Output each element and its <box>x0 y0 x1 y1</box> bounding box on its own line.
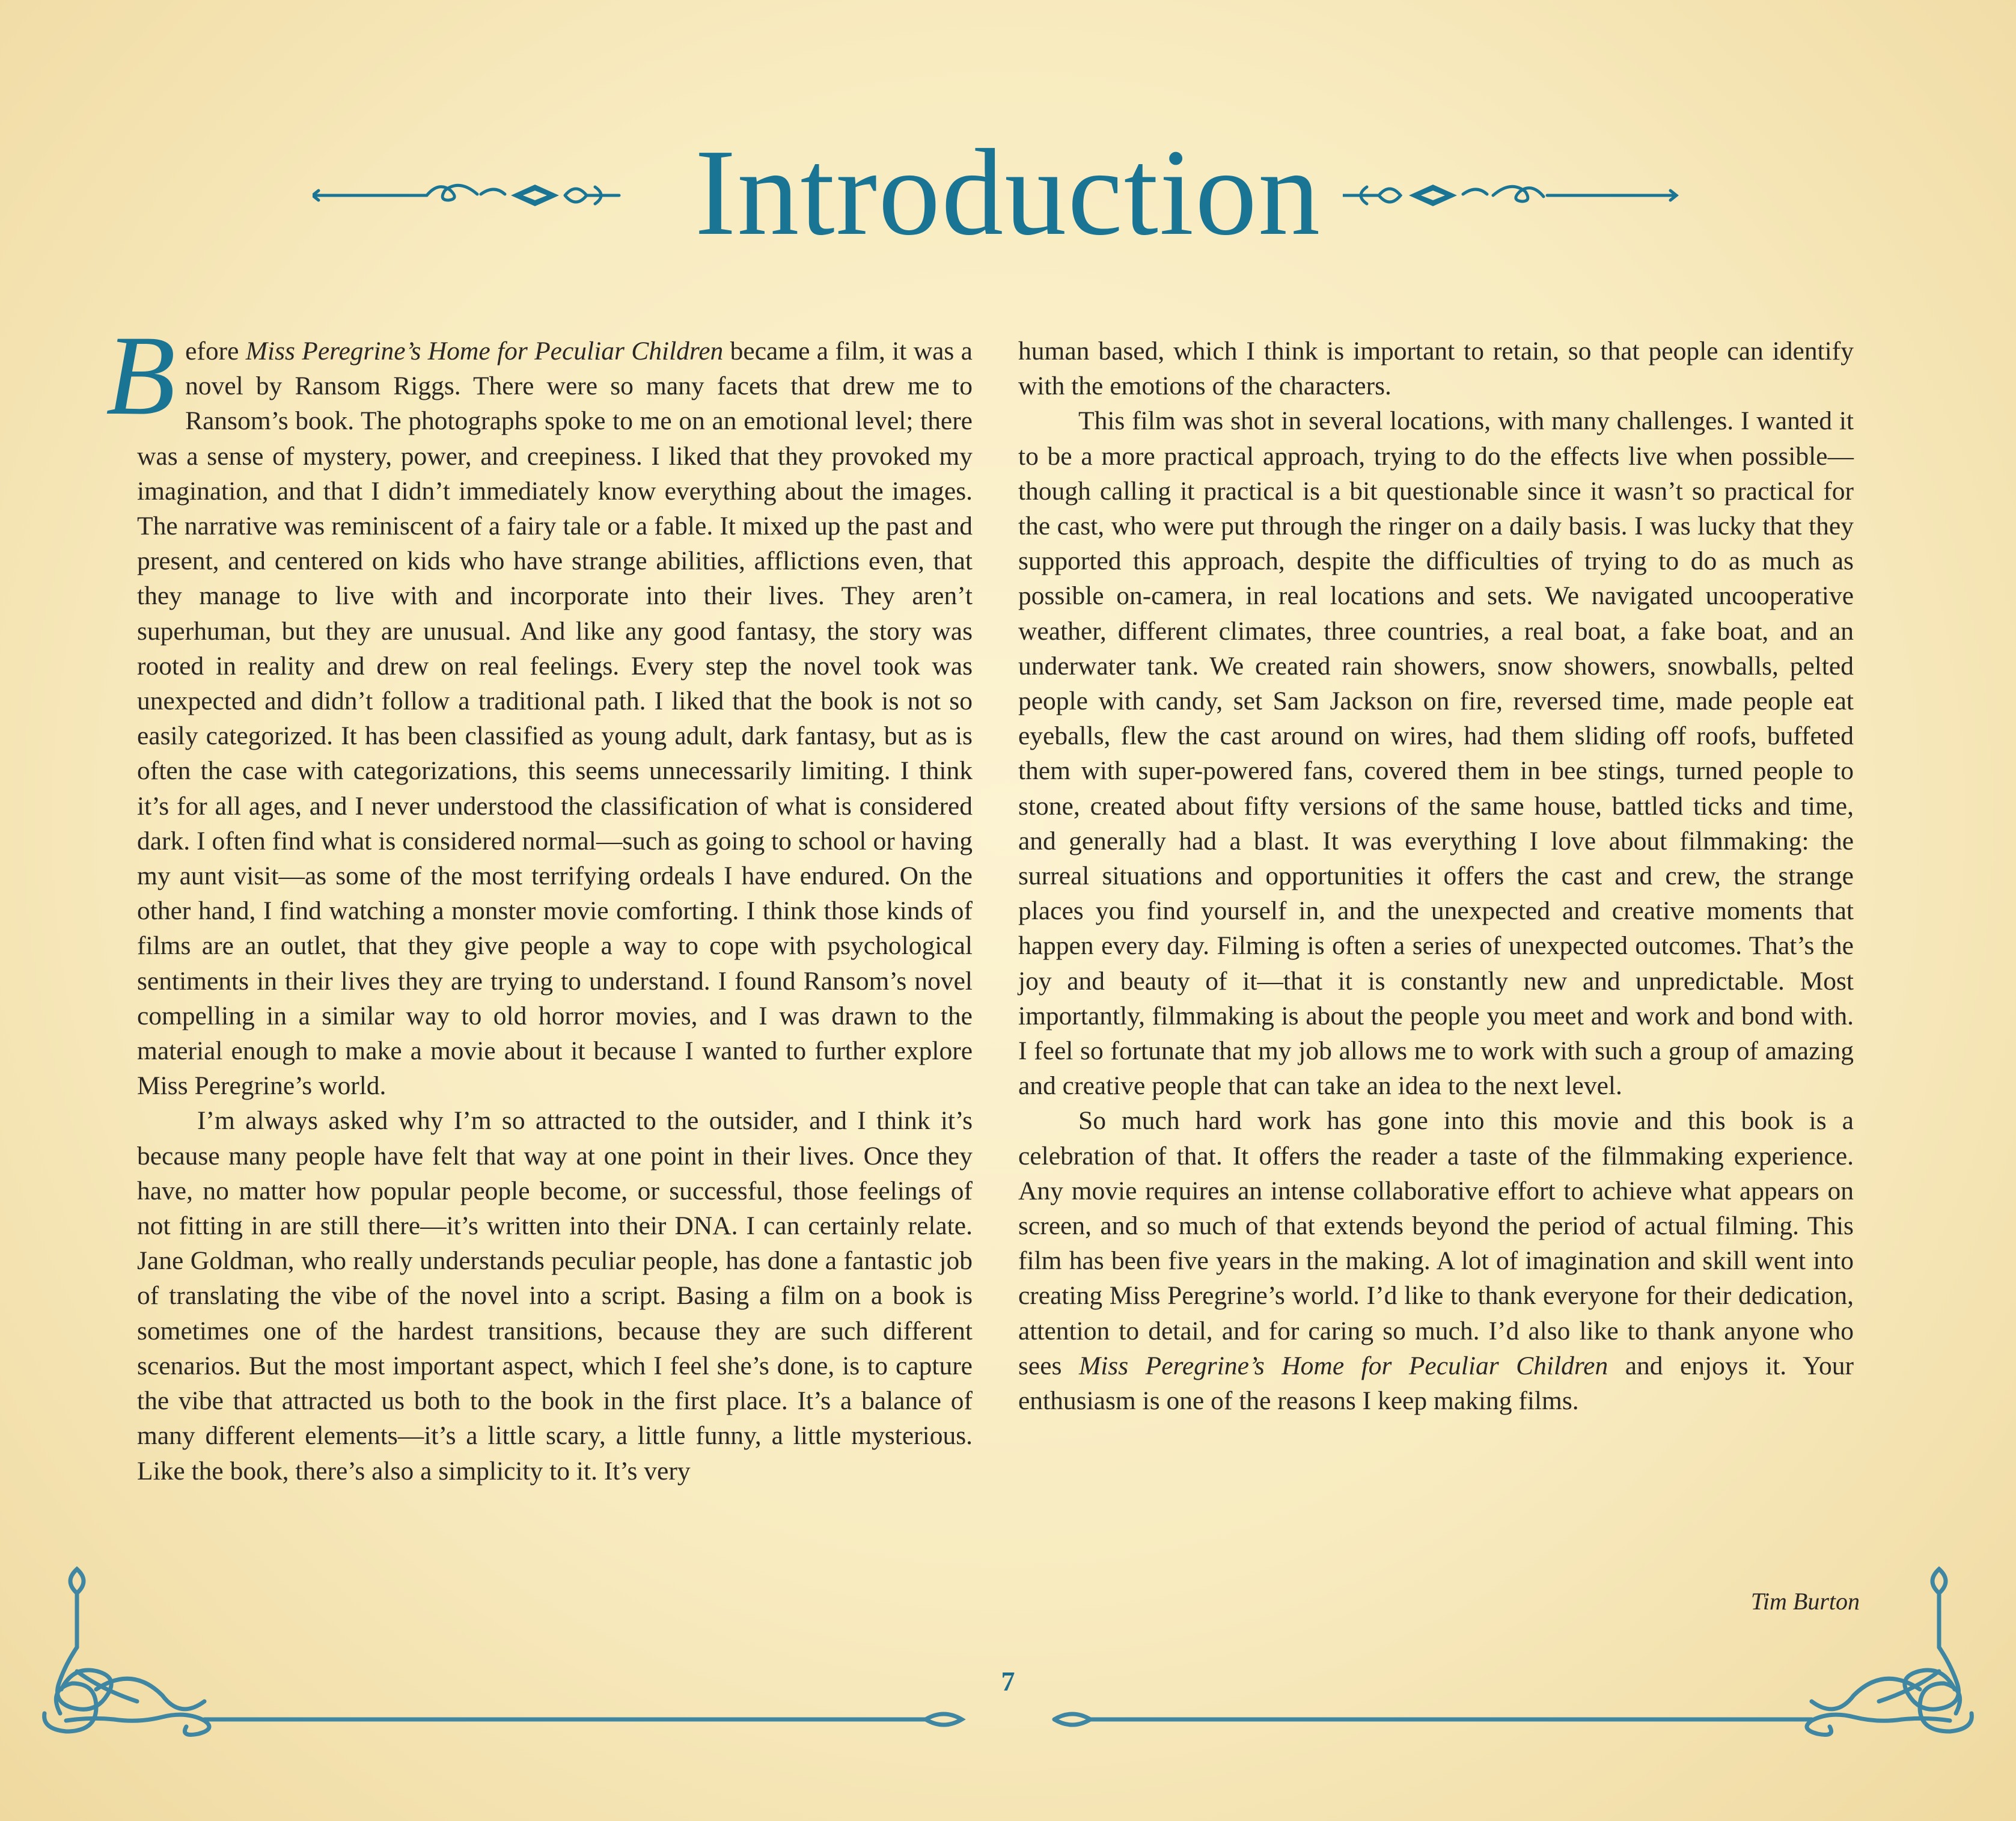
author-signature: Tim Burton <box>1750 1588 1860 1615</box>
page-title: Introduction <box>694 123 1322 261</box>
paragraph-text: and enjoys it. Your enthusiasm is one of the reasons I keep making films. <box>1018 1351 1854 1416</box>
paragraph-text: became a film, it was a novel by Ransom Riggs. There were so many facets that drew me to Ransom’s book. The photographs spoke to me on an emotional level; there was a sense of mystery, power, and creepiness. I liked that they provoked my imagination, and that I didn’t immediately know everything about the images. The narrative was reminiscent of a fairy tale or a fable. It mixed up the past and present, and centered on kids who have strange abilities, afflictions even, that they manage to live with and incorporate into their lives. They aren’t superhuman, but they are unusual. And like any good fantasy, the story was rooted in reality and drew on real feelings. Every step the novel took was unexpected and didn’t follow a traditional path. I liked that the book is not so easily categorized. It has been classified as young adult, dark fantasy, but as is often the case with categorizations, this seems unnecessarily limiting. I think it’s for all ages, and I never understood the classification of what is considered dark. I often find what is considered normal—such as going to school or having my aunt visit—as some of the most terrifying ordeals I have endured. On the other hand, I find watching a monster movie comforting. I think those kinds of films are an outlet, that they give people a way to cope with psychological sentiments in their lives they are trying to understand. I found Ransom’s novel compelling in a similar way to old horror movies, and I was drawn to the material enough to make a movie about it because I wanted to further explore Miss Peregrine’s world. <box>137 337 973 1101</box>
page-number: 7 <box>1001 1666 1015 1697</box>
dropcap: B <box>106 313 176 439</box>
right-paragraph-continued: human based, which I think is important to retain, so that people can identify with the emotions of the characters. <box>1018 337 1854 401</box>
book-title: Miss Peregrine’s Home for Peculiar Children <box>245 337 724 366</box>
paragraph-text: So much hard work has gone into this movie and this book is a celebration of that. It offers the reader a taste of the filmmaking experience. Any movie requires an intense collaborative effort to achieve what appears on screen, and so much of that extends beyond the period of actual filming. This film has been five years in the making. A lot of imagination and skill went into creating Miss Peregrine’s world. I’d like to thank everyone for their dedication, attention to detail, and for caring so much. I’d also like to thank anyone who sees <box>1018 1106 1854 1380</box>
left-paragraph-2: I’m always asked why I’m so attracted to the outsider, and I think it’s because many people have felt that way at one point in their lives. Once they have, no matter how popular people become, or successful, those feelings of not fitting in are still there—it’s written into their DNA. I can certainly relate. Jane Goldman, who really understands peculiar people, has done a fantastic job of translating the vibe of the novel into a script. Basing a film on a book is sometimes one of the hardest transitions, because they are such different scenarios. But the most important aspect, which I feel she’s done, is to capture the vibe that attracted us both to the book in the first place. It’s a balance of many different elements—it’s a little scary, a little funny, a little mysterious. Like the book, there’s also a simplicity to it. It’s very <box>137 1106 973 1486</box>
paragraph-lead: efore <box>185 337 246 366</box>
book-title: Miss Peregrine’s Home for Peculiar Children <box>1078 1351 1608 1380</box>
right-paragraph-1: This film was shot in several locations, with many challenges. I wanted it to be a more practical approach, trying to do the effects live when possible—though calling it practical is a bit questionable since it wasn’t so practical for the cast, who were put through the ringer on a daily basis. I was lucky that they supported this approach, despite the difficulties of trying to do as much as possible on-camera, in real locations and sets. We navigated uncooperative weather, different climates, three countries, a real boat, a fake boat, and an underwater tank. We created rain showers, snow showers, snowballs, pelted people with candy, set Sam Jackson on fire, reversed time, made people eat eyeballs, flew the cast around on wires, had them sliding off roofs, buffeted them with super-powered fans, covered them in bee stings, turned people to stone, created about fifty versions of the same house, battled ticks and time, and generally had a blast. It was everything I love about filmmaking: the surreal situations and opportunities it offers the cast and crew, the strange places you find yourself in, and the unexpected and creative moments that happen every day. Filming is often a series of unexpected outcomes. That’s the joy and beauty of it—that it is constantly new and unpredictable. Most importantly, filmmaking is about the people you meet and work and bond with. I feel so fortunate that my job allows me to work with such a group of amazing and creative people that can take an idea to the next level. <box>1018 406 1854 1101</box>
